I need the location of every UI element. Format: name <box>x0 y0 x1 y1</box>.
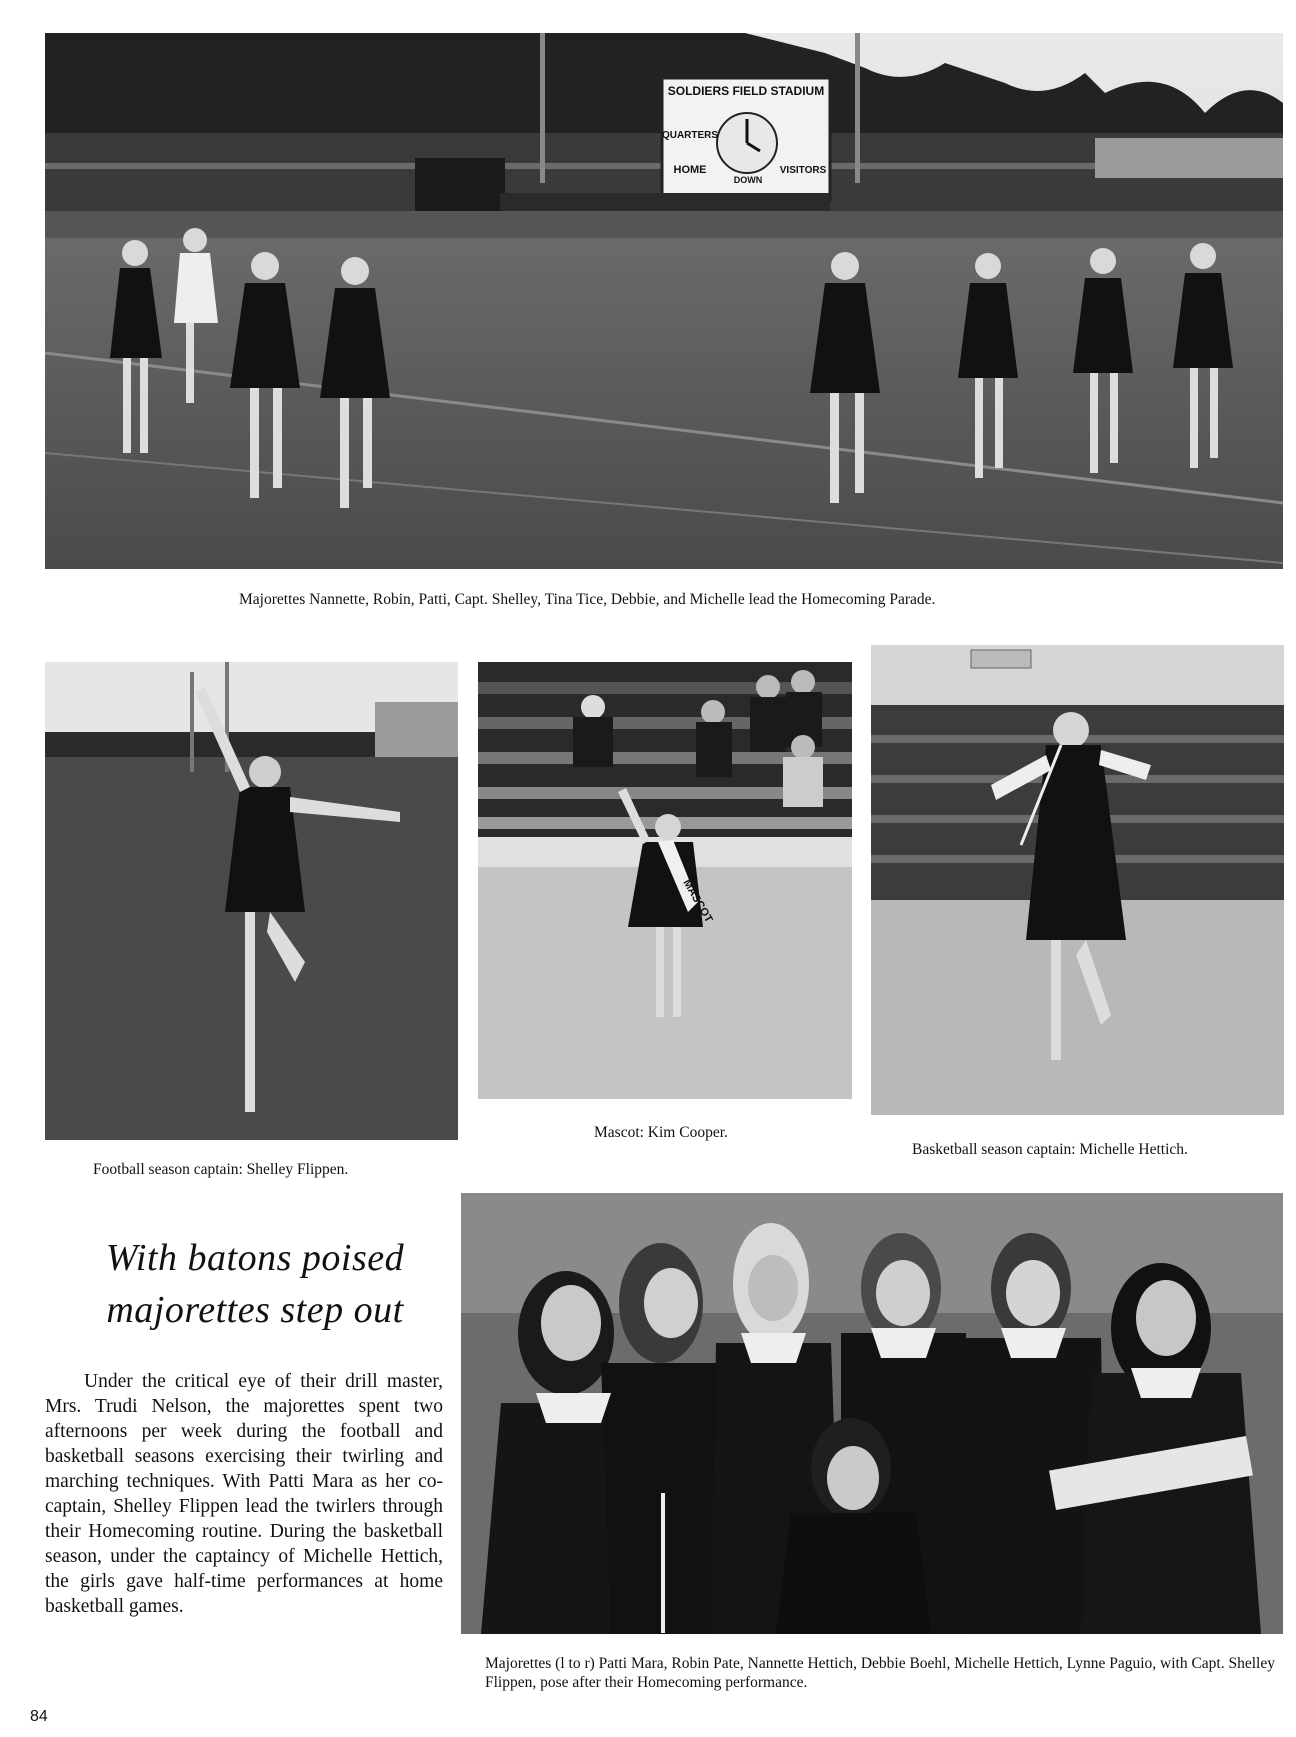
basketball-captain-caption: Basketball season captain: Michelle Hettich. <box>912 1141 1188 1158</box>
scoreboard-visitors: VISITORS <box>779 165 827 176</box>
group-photo <box>461 1193 1283 1634</box>
mascot-photo <box>478 662 852 1099</box>
football-captain-photo <box>45 662 458 1140</box>
article-headline: With batons poised majorettes step out <box>105 1237 405 1331</box>
mascot-caption: Mascot: Kim Cooper. <box>594 1124 728 1141</box>
scoreboard-quarters: QUARTERS <box>661 130 719 141</box>
basketball-captain-photo <box>871 645 1284 1115</box>
article-body: Under the critical eye of their drill master, Mrs. Trudi Nelson, the majorettes spent two afternoons per week during the football and basketball seasons exercising their twirling and marching techniques. With Patti Mara as her co-captain, Shelley Flippen lead the twirlers through their Homecoming routine. During the basketball season, under the captaincy of Michelle Hettich, the girls gave half-time performances at home basketball games. <box>45 1371 443 1617</box>
scoreboard-title: SOLDIERS FIELD STADIUM <box>667 84 825 98</box>
scoreboard-down: DOWN <box>733 175 763 185</box>
parade-caption: Majorettes Nannette, Robin, Patti, Capt. Shelley, Tina Tice, Debbie, and Michelle lead the Homecoming Parade. <box>239 591 936 608</box>
scoreboard-home: HOME <box>673 164 707 176</box>
football-captain-caption: Football season captain: Shelley Flippen. <box>93 1161 349 1178</box>
group-caption: Majorettes (l to r) Patti Mara, Robin Pate, Nannette Hettich, Debbie Boehl, Michelle Hettich, Lynne Paguio, with Capt. Shelley Flippen, pose after their Homecoming performance. <box>485 1655 1275 1691</box>
mascot-sash-text: MASCOT <box>680 877 715 925</box>
page-number: 84 <box>30 1708 48 1725</box>
parade-photo <box>45 33 1283 569</box>
